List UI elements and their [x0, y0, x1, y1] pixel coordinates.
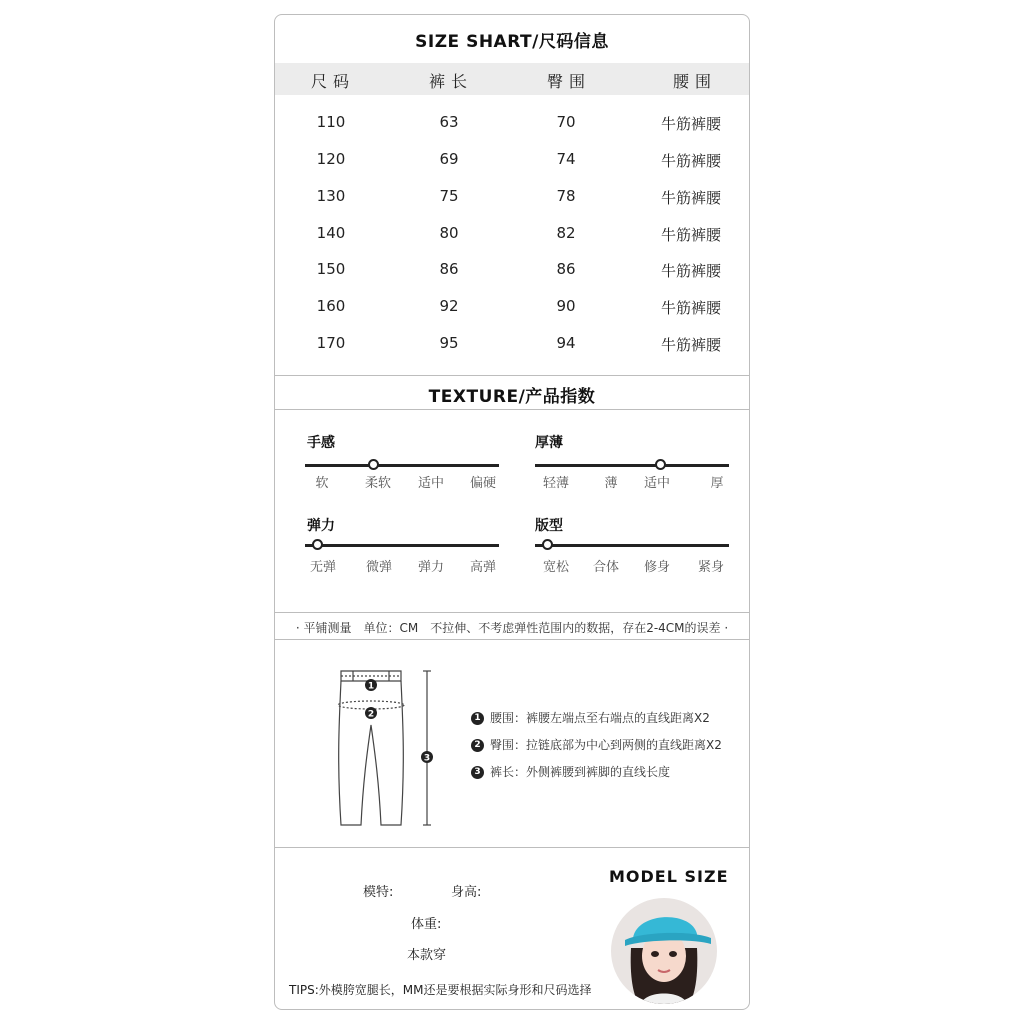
- divider: [275, 639, 749, 640]
- divider: [275, 409, 749, 410]
- size-table-header: [275, 63, 749, 95]
- divider: [275, 375, 749, 376]
- cell-hip: 70: [556, 113, 576, 131]
- cell-length: 80: [439, 224, 459, 242]
- tick-label: 高弹: [469, 560, 497, 575]
- divider: [275, 612, 749, 613]
- table-row: [275, 224, 749, 248]
- divider: [275, 847, 749, 848]
- cell-size: 130: [316, 187, 346, 205]
- cell-waist: 牛筋裤腰: [660, 336, 722, 354]
- cell-length: 63: [439, 113, 459, 131]
- measure-text: 裤长：外侧裤腰到裤脚的直线长度: [490, 765, 671, 779]
- tick-label: 紧身: [697, 560, 725, 575]
- texture-label-elasticity: 弹力: [307, 518, 335, 534]
- cell-size: 170: [316, 334, 346, 352]
- header-hip: 臀围: [546, 72, 592, 91]
- number-badge: 1: [471, 712, 484, 725]
- tick-label: 合体: [592, 560, 620, 575]
- number-badge: 3: [471, 766, 484, 779]
- table-row: [275, 150, 749, 174]
- texture-scale-feel: [305, 464, 499, 467]
- cell-hip: 86: [556, 260, 576, 278]
- cell-length: 86: [439, 260, 459, 278]
- header-length: 裤长: [428, 72, 474, 91]
- tick-label: 微弹: [365, 560, 393, 575]
- tick-label: 偏硬: [469, 476, 497, 491]
- cell-size: 140: [316, 224, 346, 242]
- texture-scale-fit: [535, 544, 729, 547]
- texture-scale-thickness: [535, 464, 729, 467]
- tick-label: 弹力: [417, 560, 445, 575]
- model-avatar: [611, 898, 717, 1004]
- tick-label: 薄: [604, 476, 618, 491]
- cell-length: 95: [439, 334, 459, 352]
- slider-knob: [312, 539, 323, 550]
- cell-length: 92: [439, 297, 459, 315]
- size-info-card: [274, 14, 750, 1010]
- height-label: 身高:: [451, 885, 482, 900]
- header-size: 尺码: [310, 72, 356, 91]
- marker-2: 2: [367, 709, 375, 720]
- tips-text: TIPS:外模胯宽腿长，MM还是要根据实际身形和尺码选择: [289, 983, 592, 997]
- cell-waist: 牛筋裤腰: [660, 115, 722, 133]
- cell-length: 69: [439, 150, 459, 168]
- cell-hip: 90: [556, 297, 576, 315]
- marker-3: 3: [423, 753, 431, 764]
- texture-label-thickness: 厚薄: [535, 435, 563, 451]
- tick-label: 柔软: [364, 476, 392, 491]
- cell-hip: 82: [556, 224, 576, 242]
- texture-scale-elasticity: [305, 544, 499, 547]
- cell-hip: 78: [556, 187, 576, 205]
- cell-waist: 牛筋裤腰: [660, 226, 722, 244]
- cell-size: 160: [316, 297, 346, 315]
- cell-size: 110: [316, 113, 346, 131]
- tick-label: 厚: [710, 476, 724, 491]
- measure-item-hip: [471, 736, 722, 753]
- measure-item-waist: [471, 709, 710, 726]
- slider-knob: [368, 459, 379, 470]
- tick-label: 无弹: [309, 560, 337, 575]
- texture-title: TEXTURE/产品指数: [428, 387, 596, 407]
- cell-hip: 94: [556, 334, 576, 352]
- pants-measure-diagram: [331, 663, 441, 833]
- table-row: [275, 113, 749, 137]
- number-badge: 2: [471, 739, 484, 752]
- table-row: [275, 334, 749, 358]
- cell-waist: 牛筋裤腰: [660, 262, 722, 280]
- cell-hip: 74: [556, 150, 576, 168]
- model-size-title: MODEL SIZE: [609, 867, 729, 886]
- size-chart-title: SIZE SHART/尺码信息: [415, 32, 609, 52]
- table-row: [275, 187, 749, 211]
- wear-label: 本款穿: [407, 948, 447, 963]
- slider-knob: [655, 459, 666, 470]
- cell-size: 150: [316, 260, 346, 278]
- measure-text: 臀围：拉链底部为中心到两侧的直线距离X2: [490, 738, 722, 752]
- tick-label: 软: [315, 476, 329, 491]
- tick-label: 适中: [417, 476, 445, 491]
- texture-label-feel: 手感: [307, 435, 335, 451]
- tick-label: 修身: [643, 560, 671, 575]
- model-photo-icon: [611, 898, 717, 1004]
- cell-waist: 牛筋裤腰: [660, 152, 722, 170]
- model-label: 模特:: [363, 885, 394, 900]
- cell-length: 75: [439, 187, 459, 205]
- tick-label: 适中: [643, 476, 671, 491]
- header-waist: 腰围: [672, 72, 718, 91]
- weight-label: 体重:: [411, 917, 442, 932]
- cell-waist: 牛筋裤腰: [660, 299, 722, 317]
- measure-text: 腰围：裤腰左端点至右端点的直线距离X2: [490, 711, 710, 725]
- table-row: [275, 260, 749, 284]
- tick-label: 轻薄: [542, 476, 570, 491]
- cell-waist: 牛筋裤腰: [660, 189, 722, 207]
- measure-item-length: [471, 763, 670, 780]
- texture-label-fit: 版型: [535, 518, 563, 534]
- tick-label: 宽松: [542, 560, 570, 575]
- measurement-note: · 平铺测量 单位：CM 不拉伸、不考虑弹性范围内的数据，存在2-4CM的误差 ·: [295, 621, 729, 635]
- marker-1: 1: [367, 681, 375, 692]
- table-row: [275, 297, 749, 321]
- cell-size: 120: [316, 150, 346, 168]
- slider-knob: [542, 539, 553, 550]
